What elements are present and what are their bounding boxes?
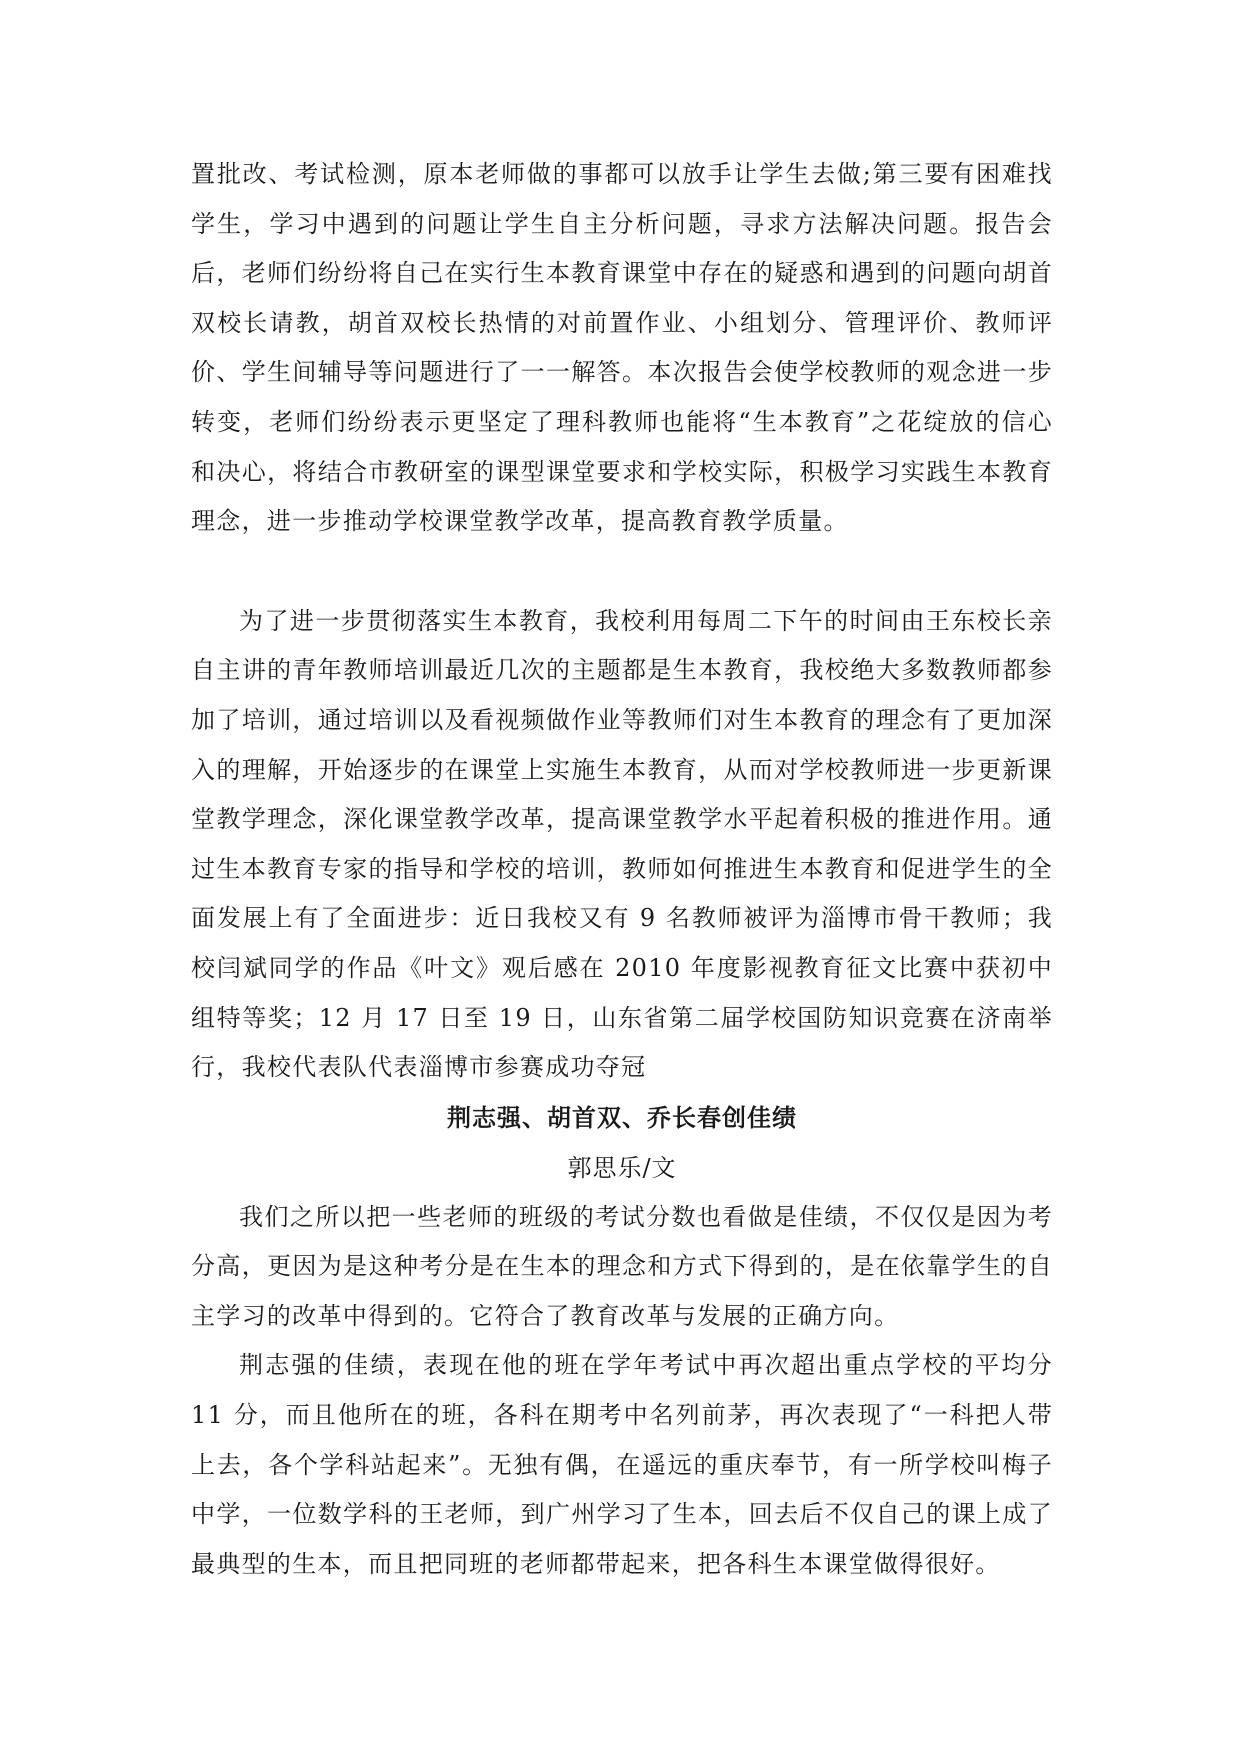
article-byline: 郭思乐/文 bbox=[567, 1153, 677, 1182]
document-page bbox=[191, 150, 1053, 1589]
paragraph-gap bbox=[191, 547, 1053, 597]
body-paragraph-1: 置批改、考试检测，原本老师做的事都可以放手让学生去做;第三要有困难找学生，学习中遇到的问题让学生自主分析问题，寻求方法解决问题。报告会后，老师们纷纷将自己在实行生本教育课堂中存在的疑惑和遇到的问题向胡首双校长请教，胡首双校长热情的对前置作业、小组划分、管理评价、教师评价、学生间辅导等问题进行了一一解答。本次报告会使学校教师的观念进一步转变，老师们纷纷表示更坚定了理科教师也能将“生本教育”之花绽放的信心和决心，将结合市教研室的课型课堂要求和学校实际，积极学习实践生本教育理念，进一步推动学校课堂教学改革，提高教育教学质量。 bbox=[191, 160, 1053, 536]
article-paragraph-2: 荆志强的佳绩，表现在他的班在学年考试中再次超出重点学校的平均分 11 分，而且他所在的班，各科在期考中名列前茅，再次表现了“一科把人带上去，各个学科站起来”。无独有偶，在遥远的重庆奉节，有一所学校叫梅子中学，一位数学科的王老师，到广州学习了生本，回去后不仅自己的课上成了最典型的生本，而且把同班的老师都带起来，把各科生本课堂做得很好。 bbox=[191, 1351, 1053, 1578]
article-title: 荆志强、胡首双、乔长春创佳绩 bbox=[447, 1103, 797, 1132]
article-paragraph-1: 我们之所以把一些老师的班级的考试分数也看做是佳绩，不仅仅是因为考分高，更因为是这种考分是在生本的理念和方式下得到的，是在依靠学生的自主学习的改革中得到的。它符合了教育改革与发展的正确方向。 bbox=[191, 1202, 1053, 1330]
body-paragraph-2: 为了进一步贯彻落实生本教育，我校利用每周二下午的时间由王东校长亲自主讲的青年教师培训最近几次的主题都是生本教育，我校绝大多数教师都参加了培训，通过培训以及看视频做作业等教师们对生本教育的理念有了更加深入的理解，开始逐步的在课堂上实施生本教育，从而对学校教师进一步更新课堂教学理念，深化课堂教学改革，提高课堂教学水平起着积极的推进作用。通过生本教育专家的指导和学校的培训，教师如何推进生本教育和促进学生的全面发展上有了全面进步：近日我校又有 9 名教师被评为淄博市骨干教师；我校闫斌同学的作品《叶文》观后感在 2010 年度影视教育征文比赛中获初中组特等奖；12 月 17 日至 19 日，山东省第二届学校国防知识竞赛在济南举行，我校代表队代表淄博市参赛成功夺冠 bbox=[191, 606, 1053, 1082]
